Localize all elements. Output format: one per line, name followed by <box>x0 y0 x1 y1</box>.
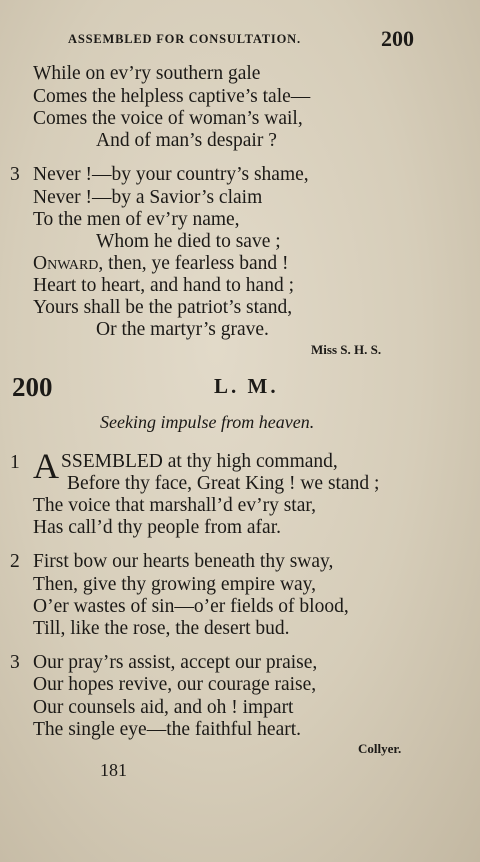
verse-line: The voice that marshall’d ev’ry star, <box>33 495 316 516</box>
verse-line: Then, give thy growing empire way, <box>33 574 317 595</box>
hymn-subtitle: Seeking impulse from heaven. <box>100 412 315 432</box>
verse-line: Before thy face, Great King ! we stand ; <box>67 473 380 494</box>
verse-line: First bow our hearts beneath thy sway, <box>33 551 334 572</box>
verse-line: While on ev’ry southern gale <box>33 63 261 84</box>
verse-line: Our hopes revive, our courage raise, <box>33 674 317 695</box>
drop-cap: A <box>33 446 59 486</box>
small-caps-word: Onward <box>33 253 99 274</box>
page-header <box>0 26 480 52</box>
hymn-number: 200 <box>12 372 53 402</box>
header-hymn-number: 200 <box>381 26 414 51</box>
line-rest: , then, ye fearless band ! <box>98 253 289 274</box>
hymn-meter: L. M. <box>214 374 279 398</box>
verse-number: 3 <box>10 652 20 673</box>
verse-line: Or the martyr’s grave. <box>96 319 269 340</box>
verse-line: O’er wastes of sin—o’er fields of blood, <box>33 596 349 617</box>
verse-line: And of man’s despair ? <box>96 130 277 151</box>
verse-line <box>33 253 288 275</box>
verse-line: Has call’d thy people from afar. <box>33 517 281 538</box>
verse-number: 3 <box>10 164 20 185</box>
running-head: ASSEMBLED FOR CONSULTATION. <box>68 32 301 46</box>
verse-number: 1 <box>10 452 20 473</box>
verse-line: Till, like the rose, the desert bud. <box>33 618 290 639</box>
verse-line: The single eye—the faithful heart. <box>33 719 302 740</box>
verse-number: 2 <box>10 551 20 572</box>
author-attribution: Collyer. <box>358 741 402 756</box>
verse-line: Our pray’rs assist, accept our praise, <box>33 652 318 673</box>
verse-line: Yours shall be the patriot’s stand, <box>33 297 293 318</box>
verse-line: Never !—by a Savior’s claim <box>33 187 263 208</box>
verse-line: Our counsels aid, and oh ! impart <box>33 697 294 718</box>
verse-line: To the men of ev’ry name, <box>33 209 240 230</box>
verse-line: SSEMBLED at thy high command, <box>61 451 338 472</box>
verse-line: Comes the helpless captive’s tale— <box>33 86 311 107</box>
author-attribution: Miss S. H. S. <box>311 342 382 357</box>
verse-line: Heart to heart, and hand to hand ; <box>33 275 294 296</box>
verse-line: Comes the voice of woman’s wail, <box>33 108 303 129</box>
verse-line: Never !—by your country’s shame, <box>33 164 309 185</box>
page-number: 181 <box>100 760 127 780</box>
verse-line: Whom he died to save ; <box>96 231 281 252</box>
